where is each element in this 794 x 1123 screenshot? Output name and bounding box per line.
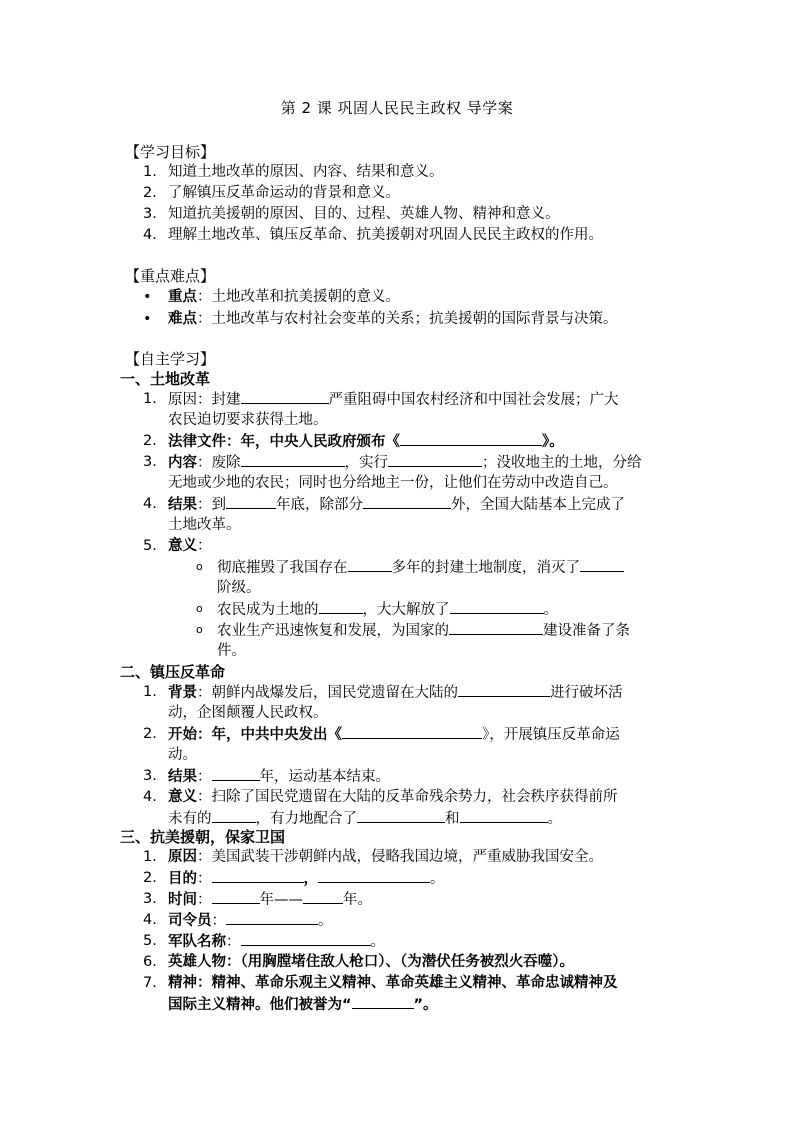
fill-blank[interactable] [400, 431, 542, 446]
fill-blank[interactable] [318, 868, 430, 883]
item-label: 目的 [168, 871, 197, 887]
item-number: 2. [143, 433, 157, 449]
fill-blank[interactable] [212, 808, 256, 823]
goal-text: 知道抗美援朝的原因、目的、过程、英雄人物、精神和意义。 [168, 206, 560, 222]
self-study-heading: 【自主学习】 [125, 350, 216, 368]
goal-number: 4. [143, 227, 157, 243]
keypoint-text: ：土地改革和抗美援朝的意义。 [197, 289, 400, 305]
item-number: 2. [143, 870, 157, 886]
item-label: 原因 [168, 849, 197, 865]
keypoint-text: ：土地改革与农村社会变革的关系；抗美援朝的国际背景与决策。 [197, 311, 618, 327]
item-text: 多年的封建土地制度，消灭了 [391, 560, 580, 576]
item-text: ： [197, 871, 212, 887]
item-number: 3. [143, 768, 157, 784]
item-label: 结果 [168, 497, 197, 513]
item-text: 》。 [542, 434, 564, 450]
item-text: 动，企图颠覆人民政权。 [168, 705, 328, 721]
item-number: 5. [143, 538, 157, 554]
fill-blank[interactable] [303, 889, 343, 904]
bullet-dot: • [143, 289, 152, 305]
item-label: 精神 [168, 975, 197, 991]
item-text: 严重阻碍中国农村经济和中国社会发展；广大 [328, 392, 619, 408]
item-text: 国际主义精神。他们被誉为“ [168, 997, 352, 1013]
item-label: 军队名称 [168, 934, 226, 950]
keypoint-label: 重点 [168, 289, 197, 305]
goal-text: 知道土地改革的原因、内容、结果和意义。 [168, 164, 444, 180]
item-text: ：年，中央人民政府颁布《 [226, 434, 400, 450]
fill-blank[interactable] [226, 494, 276, 509]
item-label: 意义 [168, 538, 197, 554]
item-label: 意义 [168, 789, 197, 805]
item-text: ： [197, 769, 212, 785]
item-text: 建设准备了条 [543, 623, 630, 639]
fill-blank[interactable] [348, 557, 392, 572]
item-text: 》，开展镇压反革命运 [482, 727, 620, 743]
item-text: 年，运动基本结束。 [259, 769, 390, 785]
item-text: ， [303, 871, 318, 887]
item-text: ： [197, 538, 212, 554]
item-number: 4. [143, 912, 157, 928]
item-text: 农业生产迅速恢复和发展，为国家的 [217, 623, 449, 639]
item-text: ：年，中共中央发出《 [197, 727, 342, 743]
item-text: 农民迫切要求获得土地。 [168, 412, 328, 428]
bullet-dot: • [143, 311, 152, 327]
fill-blank[interactable] [450, 599, 544, 614]
item-text: 外，全国大陆基本上完成了 [451, 497, 625, 513]
circle-bullet: o [196, 602, 203, 615]
section-title-land-reform: 一、土地改革 [120, 370, 211, 388]
item-text: 。 [547, 811, 562, 827]
fill-blank[interactable] [388, 452, 482, 467]
item-label: 法律文件 [168, 434, 226, 450]
item-number: 4. [143, 496, 157, 512]
page-title: 第 2 课 巩固人民民主政权 导学案 [280, 99, 514, 117]
fill-blank[interactable] [580, 557, 624, 572]
item-text: ；没收地主的土地，分给 [482, 455, 642, 471]
fill-blank[interactable] [212, 889, 260, 904]
item-text: ：精神、革命乐观主义精神、革命英雄主义精神、革命忠诚精神及 [197, 975, 618, 991]
item-text: ：到 [197, 497, 226, 513]
item-number: 7. [143, 975, 157, 991]
item-number: 2. [143, 726, 157, 742]
fill-blank[interactable] [458, 682, 550, 697]
goal-number: 1. [143, 164, 157, 180]
item-number: 4. [143, 789, 157, 805]
item-number: 1. [143, 684, 157, 700]
item-text: 年底，除部分 [276, 497, 363, 513]
item-text: ：（用胸膛堵住敌人枪口）、（为潜伏任务被烈火吞噬）。 [226, 954, 574, 970]
keypoints-heading: 【重点难点】 [125, 267, 216, 285]
item-text: 年—— [259, 892, 303, 908]
item-number: 6. [143, 954, 157, 970]
circle-bullet: o [196, 623, 203, 636]
item-text: ： [197, 892, 212, 908]
item-number: 5. [143, 933, 157, 949]
item-text: 件。 [217, 643, 246, 659]
item-text: ：朝鲜内战爆发后，国民党遗留在大陆的 [197, 685, 458, 701]
fill-blank[interactable] [212, 766, 260, 781]
item-number: 1. [143, 391, 157, 407]
item-label: 英雄人物 [168, 954, 226, 970]
fill-blank[interactable] [212, 868, 304, 883]
item-text: ：扫除了国民党遗留在大陆的反革命残余势力，社会秩序获得前所 [197, 789, 618, 805]
fill-blank[interactable] [357, 808, 445, 823]
item-text: 进行破坏活 [550, 685, 623, 701]
fill-blank[interactable] [319, 599, 363, 614]
item-text: 年。 [343, 892, 372, 908]
item-number: 3. [143, 891, 157, 907]
fill-blank[interactable] [342, 724, 482, 739]
item-number: 3. [143, 454, 157, 470]
item-text: 彻底摧毁了我国存在 [217, 560, 348, 576]
item-text: 原因：封建 [168, 392, 241, 408]
item-text: 和 [445, 811, 460, 827]
item-text: 无地或少地的农民；同时也分给地主一份，让他们在劳动中改造自己。 [168, 475, 618, 491]
item-label: 司令员 [168, 913, 212, 929]
item-text: ： [211, 913, 226, 929]
fill-blank[interactable] [241, 931, 371, 946]
item-text: 。 [318, 913, 333, 929]
item-label: 开始 [168, 727, 197, 743]
fill-blank[interactable] [363, 494, 451, 509]
item-text: 土地改革。 [168, 517, 241, 533]
circle-bullet: o [196, 560, 203, 573]
item-text: ：废除 [197, 455, 241, 471]
item-label: 背景 [168, 685, 197, 701]
fill-blank[interactable] [241, 389, 329, 404]
goal-number: 2. [143, 185, 157, 201]
item-text: 。 [370, 934, 385, 950]
goal-number: 3. [143, 206, 157, 222]
item-label: 结果 [168, 769, 197, 785]
fill-blank[interactable] [460, 808, 548, 823]
fill-blank[interactable] [449, 620, 543, 635]
item-text: 。 [430, 871, 445, 887]
item-text: ，实行 [344, 455, 388, 471]
item-text: 阶级。 [217, 580, 261, 596]
item-label: 内容 [168, 455, 197, 471]
section-title-resist-us-aid-korea: 三、抗美援朝，保家卫国 [120, 828, 286, 846]
item-text: ”。 [413, 997, 438, 1013]
fill-blank[interactable] [226, 910, 318, 925]
keypoint-label: 难点 [168, 311, 197, 327]
section-title-suppression: 二、镇压反革命 [120, 663, 226, 681]
item-label: 时间 [168, 892, 197, 908]
item-text: ：美国武装干涉朝鲜内战，侵略我国边境，严重威胁我国安全。 [197, 849, 603, 865]
item-text: 。 [543, 602, 558, 618]
item-text: ，大大解放了 [362, 602, 450, 618]
fill-blank[interactable] [352, 994, 414, 1009]
goal-text: 理解土地改革、镇压反革命、抗美援朝对巩固人民民主政权的作用。 [168, 227, 603, 243]
goals-heading: 【学习目标】 [125, 143, 216, 161]
goal-text: 了解镇压反革命运动的背景和意义。 [168, 185, 400, 201]
item-text: 农民成为土地的 [217, 602, 319, 618]
item-number: 1. [143, 849, 157, 865]
item-text: 未有的 [168, 811, 212, 827]
item-text: 动。 [168, 747, 197, 763]
item-text: ，有力地配合了 [255, 811, 357, 827]
fill-blank[interactable] [241, 452, 345, 467]
item-text: ： [226, 934, 241, 950]
